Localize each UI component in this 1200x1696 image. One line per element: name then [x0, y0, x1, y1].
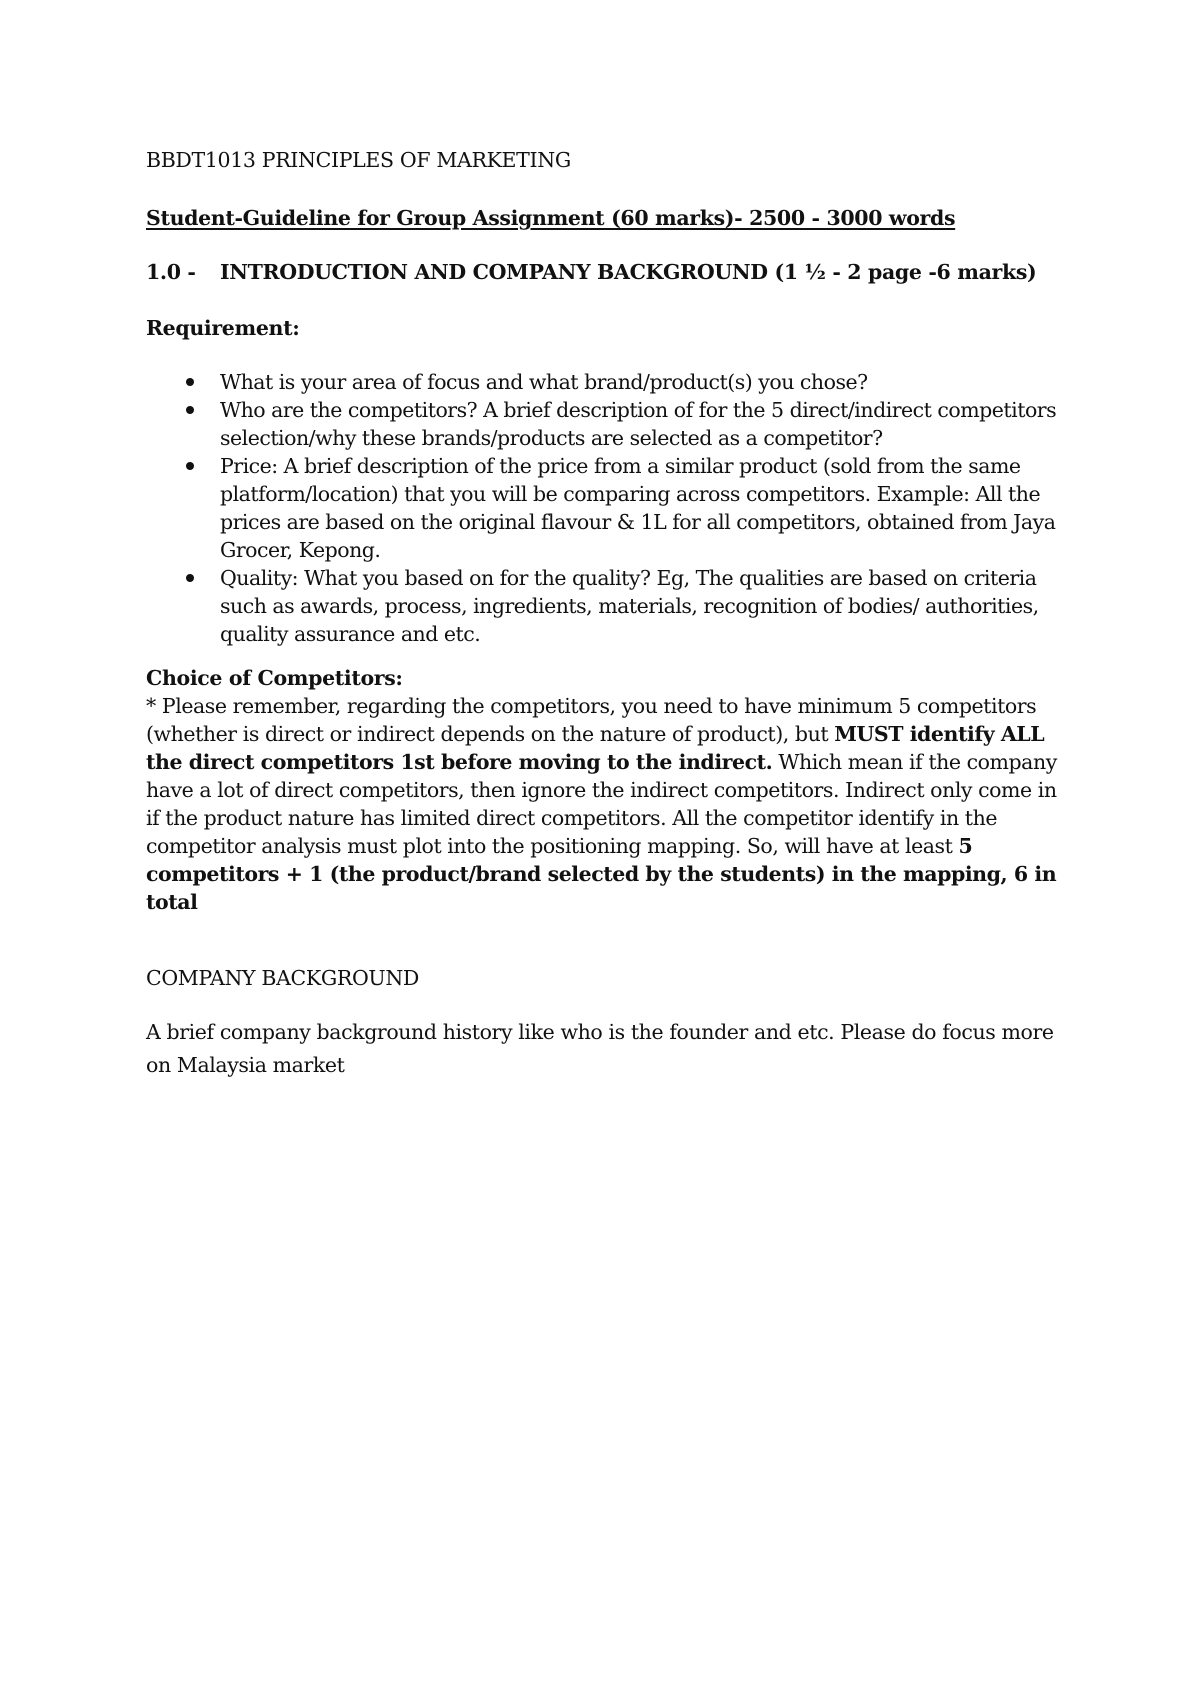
section-number: 1.0 - [146, 260, 196, 284]
requirements-list [146, 368, 1066, 648]
choice-text-2: Which mean if the company have a lot of direct competitors, then ignore the indirect competitors. Indirect only come in if the product nature has limited direct competitors. All the competitor identify in the competitor analysis must plot into the positioning mapping. So, will have at least [146, 750, 1057, 858]
section-title: INTRODUCTION AND COMPANY BACKGROUND (1 ½ - 2 page -6 marks) [220, 260, 1037, 284]
choice-of-competitors-heading: Choice of Competitors: [146, 666, 403, 690]
course-title: BBDT1013 PRINCIPLES OF MARKETING [146, 148, 571, 172]
document-content [146, 146, 1066, 1082]
section-heading [146, 258, 1066, 286]
company-background-heading: COMPANY BACKGROUND [146, 966, 420, 990]
guideline-title: Student-Guideline for Group Assignment (60 marks)- 2500 - 3000 words [146, 206, 956, 230]
choice-bold-1: MUST identify ALL the direct competitors 1st before moving to the indirect. [146, 722, 1045, 774]
company-background-paragraph: A brief company background history like who is the founder and etc. Please do focus more on Malaysia market [146, 1020, 1054, 1077]
requirement-label: Requirement: [146, 316, 300, 340]
requirement-text: Price: A brief description of the price from a similar product (sold from the same platform/location) that you will be comparing across competitors. Example: All the prices are based on the original flavour & 1L for all competitors, obtained from Jaya Grocer, Kepong. [220, 454, 1056, 562]
bullet-icon [186, 378, 194, 386]
bullet-icon [186, 406, 194, 414]
list-item [146, 452, 1066, 564]
requirement-text: Quality: What you based on for the quality? Eg, The qualities are based on criteria such as awards, process, ingredients, materials, recognition of bodies/ authorities, quality assurance and etc. [220, 566, 1039, 646]
requirement-text: Who are the competitors? A brief description of for the 5 direct/indirect competitors selection/why these brands/products are selected as a competitor? [220, 398, 1057, 450]
choice-text-1: * Please remember, regarding the competitors, you need to have minimum 5 competitors (whether is direct or indirect depends on the nature of product), but [146, 694, 1037, 746]
choice-bold-2: 5 competitors + 1 (the product/brand selected by the students) in the mapping, 6 in total [146, 834, 1057, 914]
bullet-icon [186, 574, 194, 582]
list-item [146, 564, 1066, 648]
list-item [146, 368, 1066, 396]
list-item [146, 396, 1066, 452]
choice-of-competitors-paragraph [146, 692, 1066, 916]
requirement-text: What is your area of focus and what brand/product(s) you chose? [220, 370, 868, 394]
bullet-icon [186, 462, 194, 470]
